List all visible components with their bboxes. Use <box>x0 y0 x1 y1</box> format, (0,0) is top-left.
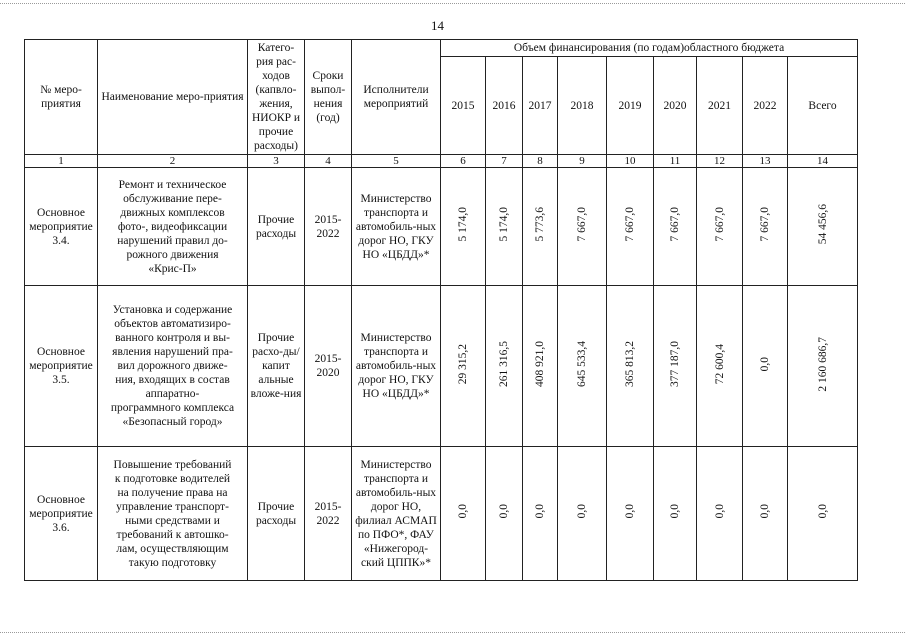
name-line: ванного контроля и вы- <box>115 332 230 344</box>
table-row <box>25 286 858 447</box>
column-number: 8 <box>523 155 558 168</box>
name-line: «Крис-П» <box>148 262 197 275</box>
row-executors: Министерство транспорта и автомобиль-ных дорог НО, ГКУ НО «ЦБДД»* <box>352 286 441 447</box>
amount-value: 7 667,0 <box>759 207 771 242</box>
amount-cell <box>697 286 743 447</box>
amount-value: 408 921,0 <box>534 341 546 387</box>
header-name: Наименование меро-приятия <box>98 40 248 155</box>
name-line: такую подготовку <box>128 556 217 569</box>
amount-value: 72 600,4 <box>713 343 726 385</box>
amount-value: 0,0 <box>669 504 681 519</box>
row-executors: Министерство транспорта и автомобиль-ных дорог НО, ГКУ НО «ЦБДД»* <box>352 168 441 286</box>
column-number: 10 <box>607 155 654 168</box>
name-line: аппаратно- <box>145 388 200 400</box>
amount-cell <box>743 168 788 286</box>
amount-cell <box>743 286 788 447</box>
row-number: Основное мероприятие 3.4. <box>25 168 98 286</box>
header-total: Всего <box>788 57 858 155</box>
column-number: 7 <box>486 155 523 168</box>
name-line: рожного движения <box>126 248 219 261</box>
amount-value: 365 813,2 <box>624 341 636 387</box>
row-period: 2015-2020 <box>305 286 352 447</box>
row-category: Прочие расходы <box>248 168 305 286</box>
column-number: 3 <box>248 155 305 168</box>
header-year: 2018 <box>558 57 607 155</box>
amount-total-cell <box>788 447 858 581</box>
amount-value: 377 187,0 <box>669 341 681 387</box>
column-number: 5 <box>352 155 441 168</box>
name-line: на получение права на <box>117 486 228 499</box>
amount-total-cell <box>788 286 858 447</box>
name-line: движных комплексов <box>120 206 225 219</box>
amount-cell <box>486 286 523 447</box>
amount-cell <box>441 286 486 447</box>
column-number: 14 <box>788 155 858 168</box>
amount-cell <box>654 286 697 447</box>
budget-table <box>24 39 858 581</box>
row-executors: Министерство транспорта и автомобиль-ных дорог НО, филиал АСМАП по ПФО*, ФАУ «Нижегород-ский ЦППК»* <box>352 447 441 581</box>
column-number: 12 <box>697 155 743 168</box>
column-number: 6 <box>441 155 486 168</box>
amount-cell <box>486 168 523 286</box>
amount-cell <box>697 447 743 581</box>
name-line: Ремонт и техническое <box>118 178 227 191</box>
header-executors: Исполнители мероприятий <box>352 40 441 155</box>
amount-value: 0,0 <box>576 504 588 519</box>
amount-value: 0,0 <box>759 504 771 519</box>
name-line: фото-, видеофиксации <box>117 220 228 233</box>
header-year: 2017 <box>523 57 558 155</box>
column-number: 4 <box>305 155 352 168</box>
header-no: № меро-приятия <box>25 40 98 155</box>
row-period: 2015-2022 <box>305 447 352 581</box>
amount-value: 0,0 <box>713 504 726 519</box>
name-line: Повышение требований <box>113 458 232 471</box>
amount-value: 5 174,0 <box>457 207 469 242</box>
top-border-dots <box>0 3 905 4</box>
amount-value: 261 316,5 <box>498 341 510 387</box>
amount-value: 0,0 <box>457 504 469 519</box>
amount-total: 54 456,6 <box>816 204 829 245</box>
name-line: нарушений правил до- <box>117 234 228 247</box>
amount-value: 7 667,0 <box>669 207 681 242</box>
amount-cell <box>558 286 607 447</box>
header-period: Сроки выпол-нения (год) <box>305 40 352 155</box>
amount-total-cell <box>788 168 858 286</box>
name-line: Установка и содержание <box>112 304 233 316</box>
name-line: программного комплекса <box>110 402 235 414</box>
column-number: 1 <box>25 155 98 168</box>
amount-value: 5 773,6 <box>534 207 546 242</box>
amount-value: 7 667,0 <box>624 207 636 242</box>
amount-cell <box>697 168 743 286</box>
header-year: 2022 <box>743 57 788 155</box>
amount-total: 2 160 686,7 <box>816 336 829 392</box>
amount-value: 0,0 <box>759 356 771 372</box>
amount-cell <box>654 168 697 286</box>
amount-cell <box>607 286 654 447</box>
name-line: ными средствами и <box>125 514 220 527</box>
amount-cell <box>558 447 607 581</box>
amount-cell <box>558 168 607 286</box>
amount-value: 0,0 <box>624 504 636 519</box>
amount-value: 0,0 <box>498 504 510 519</box>
name-line: управление транспорт- <box>116 500 229 513</box>
amount-value: 29 315,2 <box>457 343 469 385</box>
name-line: «Безопасный город» <box>122 416 223 428</box>
row-number: Основное мероприятие 3.5. <box>25 286 98 447</box>
header-year: 2020 <box>654 57 697 155</box>
name-line: лам, осуществляющим <box>116 542 229 555</box>
name-line: ния, входящих в состав <box>115 374 230 386</box>
amount-cell <box>607 168 654 286</box>
header-year: 2019 <box>607 57 654 155</box>
column-number: 9 <box>558 155 607 168</box>
column-number: 11 <box>654 155 697 168</box>
row-name <box>98 447 248 581</box>
header-category: Катего-рия рас-ходов (капвло-жения, НИОКР и прочие расходы) <box>248 40 305 155</box>
header-year: 2015 <box>441 57 486 155</box>
amount-value: 5 174,0 <box>498 207 510 242</box>
row-number: Основное мероприятие 3.6. <box>25 447 98 581</box>
amount-total: 0,0 <box>816 504 829 519</box>
column-number: 13 <box>743 155 788 168</box>
bottom-border-dots <box>0 632 905 633</box>
amount-value: 7 667,0 <box>713 207 726 242</box>
header-year: 2021 <box>697 57 743 155</box>
row-name <box>98 168 248 286</box>
amount-cell <box>486 447 523 581</box>
row-category: Прочие расходы <box>248 447 305 581</box>
amount-cell <box>523 447 558 581</box>
amount-cell <box>441 447 486 581</box>
amount-cell <box>607 447 654 581</box>
row-category: Прочие расхо-ды/капит альные вложе-ния <box>248 286 305 447</box>
amount-cell <box>523 286 558 447</box>
header-funding-group: Объем финансирования (по годам)областного бюджета <box>441 40 858 57</box>
amount-value: 7 667,0 <box>576 207 588 242</box>
row-name <box>98 286 248 447</box>
name-line: явления нарушений пра- <box>112 346 233 358</box>
header-year: 2016 <box>486 57 523 155</box>
amount-cell <box>523 168 558 286</box>
amount-cell <box>743 447 788 581</box>
page-number: 14 <box>431 18 444 33</box>
name-line: к подготовке водителей <box>114 472 231 485</box>
name-line: требований к автошко- <box>116 528 229 541</box>
name-line: вил дорожного движе- <box>117 360 228 372</box>
column-number: 2 <box>98 155 248 168</box>
amount-value: 645 533,4 <box>576 341 588 387</box>
name-line: обслуживание пере- <box>123 192 222 205</box>
amount-cell <box>654 447 697 581</box>
table-row <box>25 168 858 286</box>
table-row <box>25 447 858 581</box>
name-line: объектов автоматизиро- <box>114 318 231 330</box>
amount-value: 0,0 <box>534 504 546 519</box>
row-period: 2015-2022 <box>305 168 352 286</box>
amount-cell <box>441 168 486 286</box>
